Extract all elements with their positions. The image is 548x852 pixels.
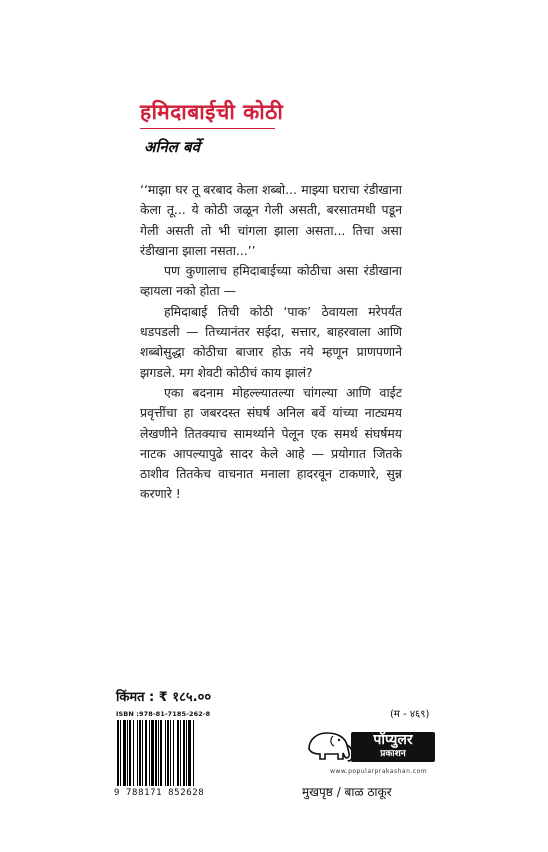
title-underline [140, 128, 275, 129]
book-title: हमिदाबाईची कोठी [140, 100, 284, 124]
publisher-website: www.popularprakashan.com [330, 768, 428, 775]
barcode-digits: 9 788171 852628 [114, 788, 205, 798]
blurb-paragraph: ‘‘माझा घर तू बरबाद केला शब्बो... माझ्या घराचा रंडीखाना केला तू... ये कोठी जळून गेली असती, बरसातमधी पडून गेली असती तो भी चांगला झाला असता... तिचा असा रंडीखाना झाला नसता...’’ [140, 182, 402, 258]
catalog-code: (म - ४६९) [390, 709, 430, 720]
blurb-paragraph: पण कुणालाच हमिदाबाईच्या कोठीचा असा रंडीखाना व्हायला नको होता — [140, 263, 402, 299]
cover-credit: मुखपृष्ठ / बाळ ठाकूर [302, 785, 392, 799]
blurb-paragraph: एका बदनाम मोहल्ल्यातल्या चांगल्या आणि वाईट प्रवृत्तींचा हा जबरदस्त संघर्ष अनिल बर्वे यांच्या नाट्यमय लेखणीने तितक्याच सामर्थ्याने पेलून एक समर्थ संघर्षमय नाटक आपल्यापुढे सादर केले आहे — प्रयोगात जितके ठाशीव तितकेच वाचनात मनाला हादरवून टाकणारे, सुन्न करणारे ! [140, 384, 402, 502]
barcode [116, 720, 228, 786]
isbn-label: ISBN :978-81-7185-262-8 [116, 710, 211, 718]
price-label: किंमत : ₹ १८५.०० [116, 690, 212, 705]
author-name: अनिल बर्वे [144, 138, 200, 156]
blurb-text [140, 180, 402, 505]
blurb-paragraph: हमिदाबाई तिची कोठी ‘पाक’ ठेवायला मरेपर्यंत धडपडली — तिच्यानंतर सईदा, सत्तार, बाहरवाला आणि शब्बोसुद्धा कोठीचा बाजार होऊ नये म्हणून प्राणपणाने झगडले. मग शेवटी कोठीचं काय झालं? [140, 303, 402, 380]
publisher-subname: प्रकाशन [380, 749, 406, 759]
publisher-name: पॉप्युलर [373, 732, 413, 748]
